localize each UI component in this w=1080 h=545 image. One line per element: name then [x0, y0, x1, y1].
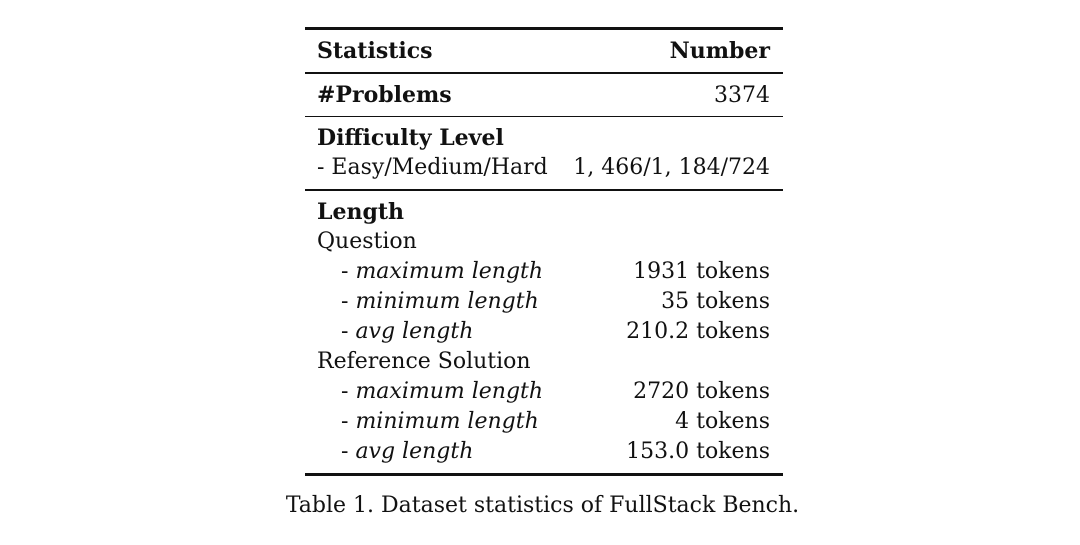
reference-label-row — [305, 347, 783, 377]
difficulty-row — [305, 153, 783, 183]
dash: - — [341, 378, 356, 404]
question-label: Question — [317, 228, 417, 254]
difficulty-title: Difficulty Level — [317, 125, 504, 151]
reference-avg-label: avg length — [355, 438, 474, 464]
reference-max-label: maximum length — [355, 378, 544, 404]
difficulty-label: - Easy/Medium/Hard — [317, 155, 548, 180]
table-header-row — [305, 30, 783, 72]
dash: - — [341, 288, 356, 314]
reference-label: Reference Solution — [317, 348, 531, 374]
question-min-label: minimum length — [355, 288, 539, 314]
length-title: Length — [317, 198, 405, 225]
problems-label: #Problems — [317, 81, 452, 108]
reference-avg-value: 153.0 tokens — [626, 438, 770, 464]
length-section — [305, 191, 783, 473]
table-caption: Table 1. Dataset statistics of FullStack Bench. — [285, 493, 800, 518]
question-max-row — [305, 257, 783, 287]
header-statistics: Statistics — [317, 38, 433, 64]
difficulty-title-row — [305, 123, 783, 153]
question-min-row — [305, 287, 783, 317]
header-number: Number — [669, 38, 770, 64]
problems-value: 3374 — [714, 82, 770, 108]
bottom-rule — [305, 473, 783, 476]
dash: - — [341, 258, 356, 284]
difficulty-section — [305, 117, 783, 189]
question-label-row — [305, 227, 783, 257]
problems-row — [305, 74, 783, 116]
reference-min-label: minimum length — [355, 408, 539, 434]
difficulty-value: 1, 466/1, 184/724 — [573, 155, 770, 180]
dash: - — [341, 318, 356, 344]
dash: - — [341, 408, 356, 434]
question-max-label: maximum length — [355, 258, 544, 284]
question-avg-value: 210.2 tokens — [626, 318, 770, 344]
reference-max-row — [305, 377, 783, 407]
reference-min-value: 4 tokens — [675, 408, 770, 434]
dash: - — [341, 438, 356, 464]
length-title-row — [305, 197, 783, 227]
question-max-value: 1931 tokens — [633, 258, 770, 284]
question-avg-row — [305, 317, 783, 347]
reference-avg-row — [305, 437, 783, 467]
statistics-table — [305, 27, 783, 476]
reference-max-value: 2720 tokens — [633, 378, 770, 404]
reference-min-row — [305, 407, 783, 437]
question-avg-label: avg length — [355, 318, 474, 344]
question-min-value: 35 tokens — [661, 288, 770, 314]
